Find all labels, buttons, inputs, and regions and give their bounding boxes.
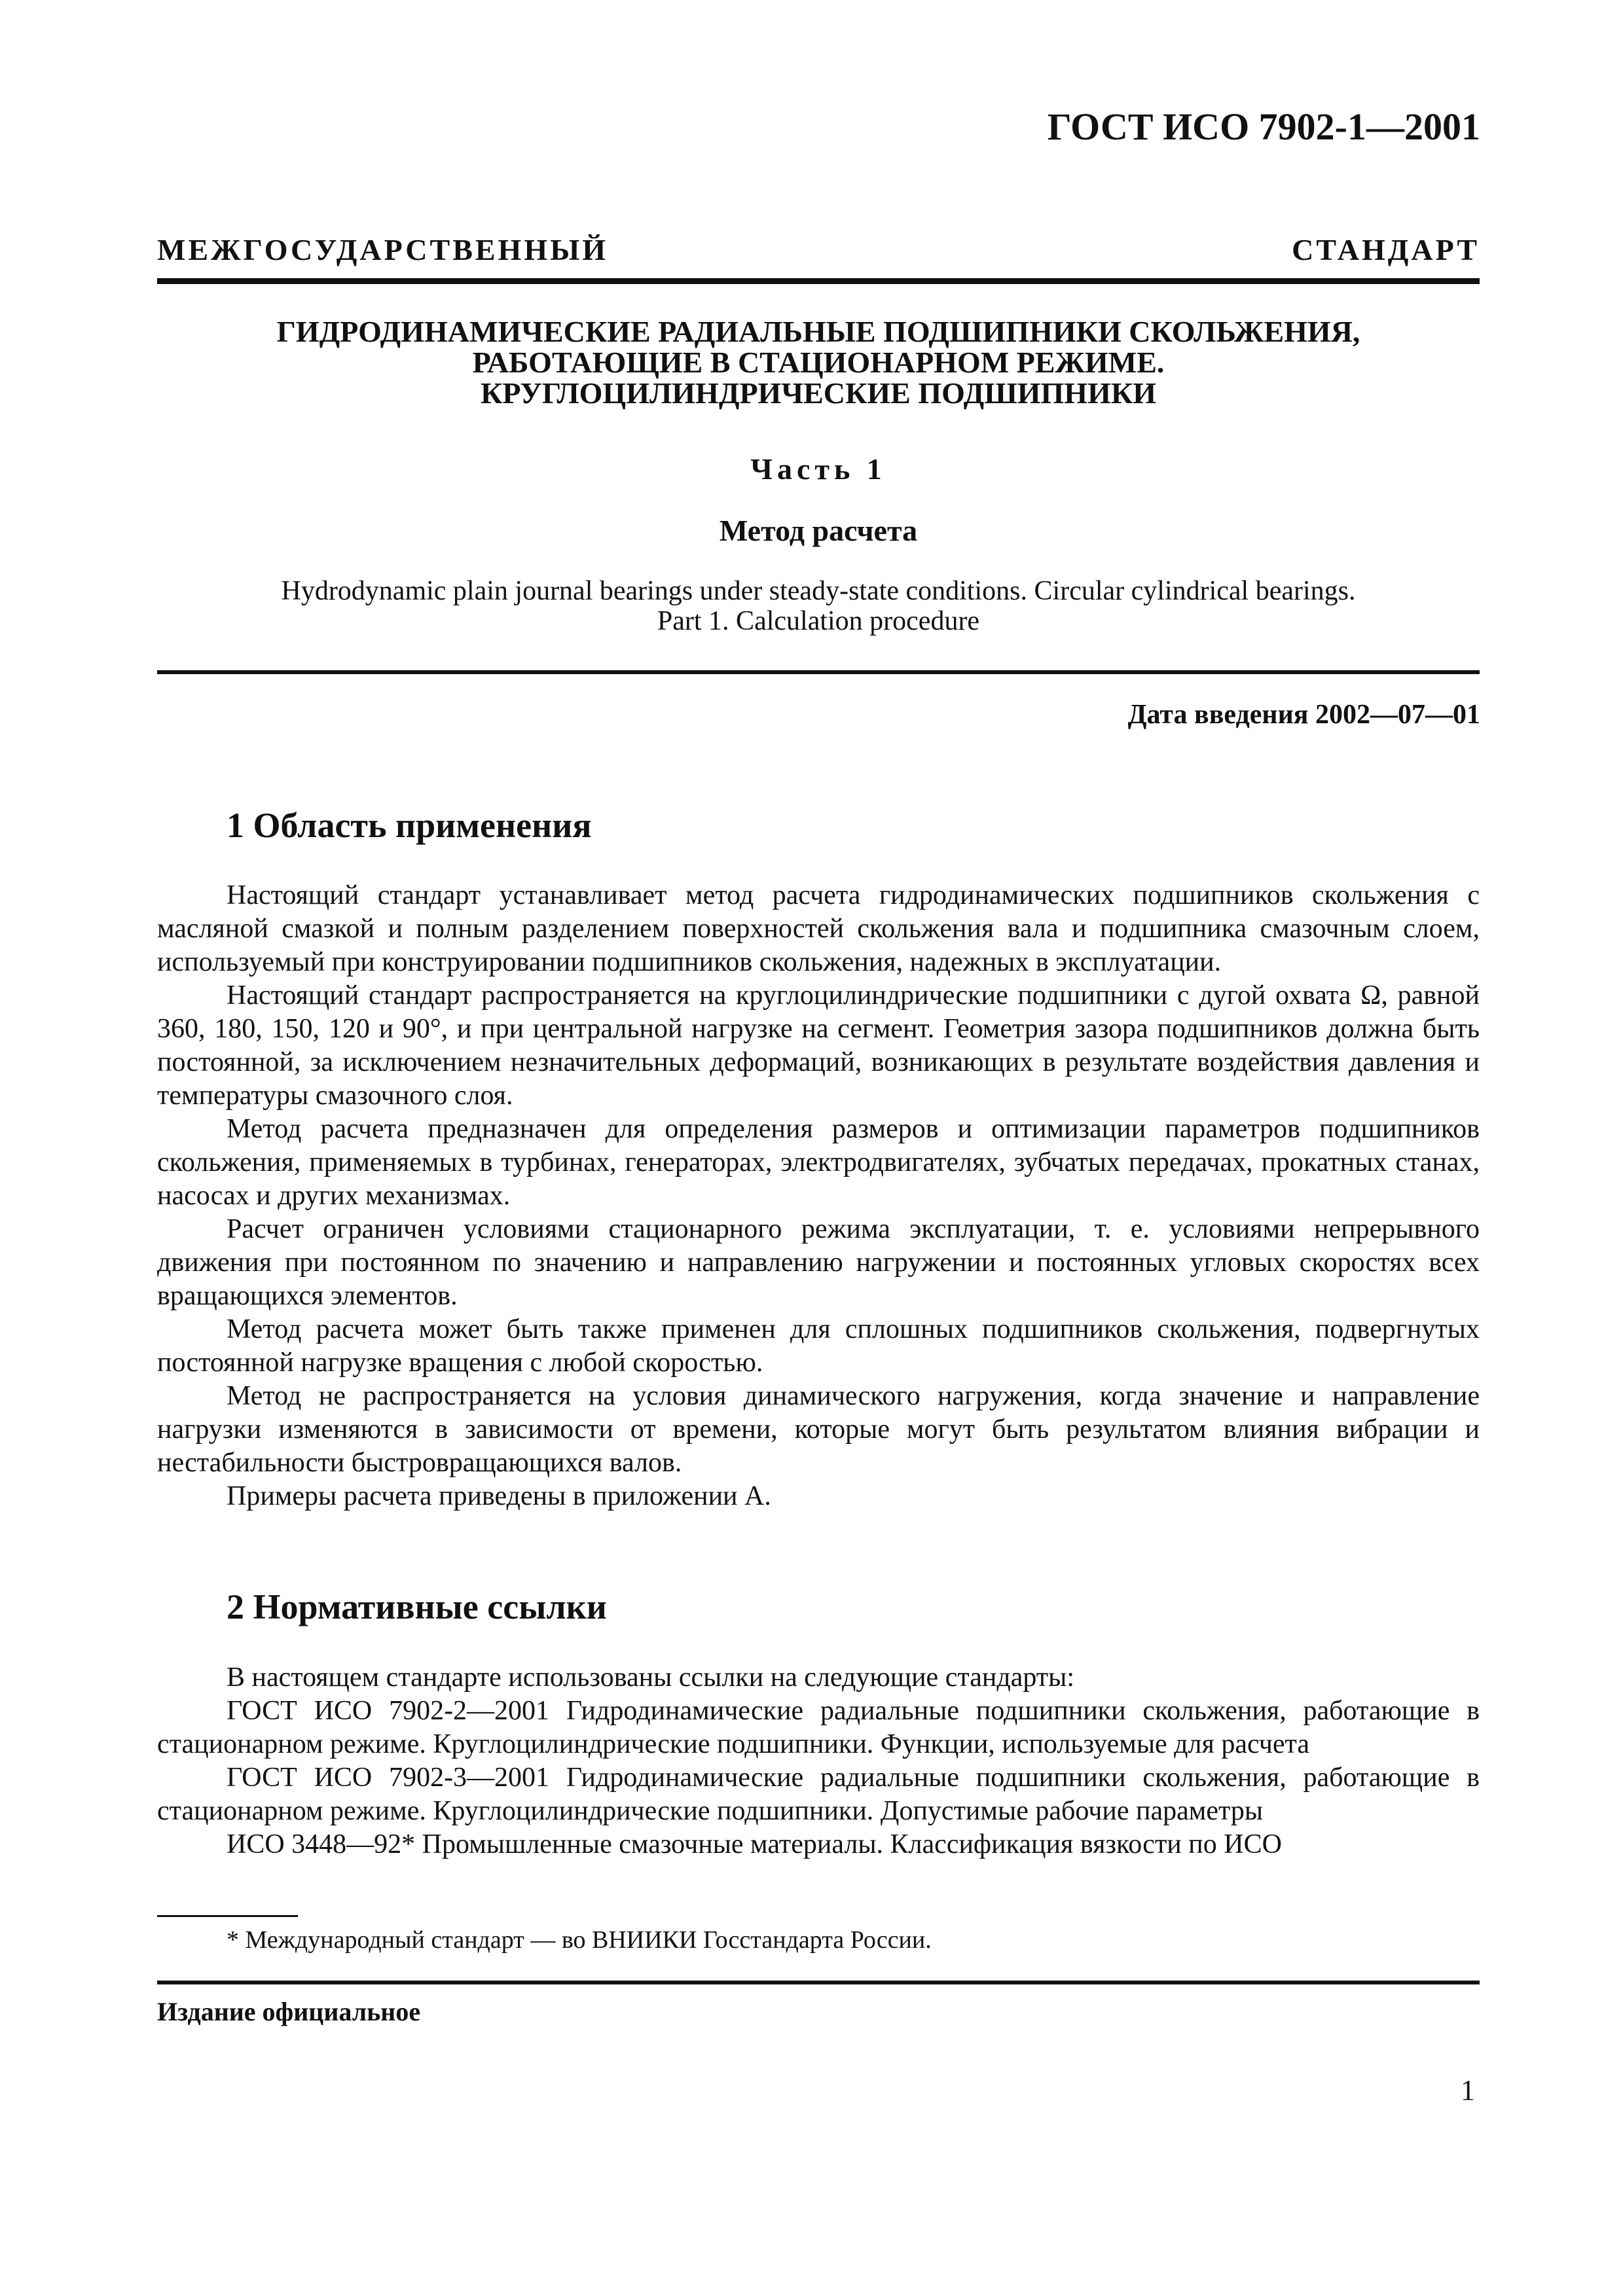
reference-entry: ГОСТ ИСО 7902-3—2001 Гидродинамические радиальные подшипники скольжения, работающие в стационарном режиме. Круглоцилиндрические подшипники. Допустимые рабочие параметры [157,1763,1480,1826]
paragraph: Расчет ограничен условиями стационарного режима эксплуатации, т. е. условиями непрерывного движения при постоянном по значению и направлению нагружении и постоянных угловых скоростях всех вращающихся элементов. [157,1214,1480,1311]
introduction-date: Дата введения 2002—07—01 [1127,700,1480,730]
section-body-references [157,1661,1480,1861]
document-code: ГОСТ ИСО 7902-1—2001 [1047,105,1480,148]
paragraph: В настоящем стандарте использованы ссылки на следующие стандарты: [227,1662,1075,1693]
part-label: Часть 1 [750,452,886,486]
page-number: 1 [1461,2074,1475,2106]
english-title-line: Hydrodynamic plain journal bearings under steady-state conditions. Circular cylindrical bearings. [281,576,1356,606]
title-rule [157,670,1480,674]
header-rule [157,278,1480,284]
footer-rule [157,1981,1480,1984]
interstate-standard-label: МЕЖГОСУДАРСТВЕННЫЙ СТАНДАРТ [157,233,1480,266]
paragraph: Метод расчета предназначен для определения размеров и оптимизации параметров подшипников скольжения, применяемых в турбинах, генераторах, электродвигателях, зубчатых передачах, прокатных станах, насосах и других механизмах. [157,1114,1480,1211]
footnote: * Международный стандарт — во ВНИИКИ Госстандарта России. [227,1926,932,1954]
paragraph: Примеры расчета приведены в приложении А. [227,1481,771,1511]
paragraph: Метод расчета может быть также применен для сплошных подшипников скольжения, подвергнутых постоянной нагрузке вращения с любой скоростью. [157,1314,1480,1378]
english-title [157,576,1480,636]
section-body-scope [157,879,1480,1513]
reference-entry: ИСО 3448—92* Промышленные смазочные материалы. Классификация вязкости по ИСО [227,1829,1282,1859]
section-heading-references: 2 Нормативные ссылки [227,1587,607,1626]
paragraph: Метод не распространяется на условия динамического нагружения, когда значение и направление нагрузки изменяются в зависимости от времени, которые могут быть результатом влияния вибрации и нестабильности быстровращающихся валов. [157,1381,1480,1478]
section-heading-scope: 1 Область применения [227,806,592,845]
title-line: РАБОТАЮЩИЕ В СТАЦИОНАРНОМ РЕЖИМЕ. [472,346,1165,379]
english-title-line: Part 1. Calculation procedure [657,606,980,636]
edition-label: Издание официальное [157,1997,421,2026]
title-line: КРУГЛОЦИЛИНДРИЧЕСКИЕ ПОДШИПНИКИ [480,376,1157,410]
paragraph: Настоящий стандарт распространяется на круглоцилиндрические подшипники с дугой охвата Ω, равной 360, 180, 150, 120 и 90°, и при центральной нагрузке на сегмент. Геометрия зазора подшипников должна быть постоянной, за исключением незначительных деформаций, возникающих в результате воздействия давления и температуры смазочного слоя. [157,980,1480,1111]
title-line: ГИДРОДИНАМИЧЕСКИЕ РАДИАЛЬНЫЕ ПОДШИПНИКИ СКОЛЬЖЕНИЯ, [276,315,1360,348]
paragraph: Настоящий стандарт устанавливает метод расчета гидродинамических подшипников скольжения с масляной смазкой и полным разделением поверхностей скольжения вала и подшипника смазочным слоем, используемый при конструировании подшипников скольжения, надежных в эксплуатации. [157,880,1480,977]
footnote-separator [157,1915,298,1917]
reference-entry: ГОСТ ИСО 7902-2—2001 Гидродинамические радиальные подшипники скольжения, работающие в стационарном режиме. Круглоцилиндрические подшипники. Функции, используемые для расчета [157,1696,1480,1759]
method-title: Метод расчета [719,514,918,547]
document-title [157,316,1480,408]
